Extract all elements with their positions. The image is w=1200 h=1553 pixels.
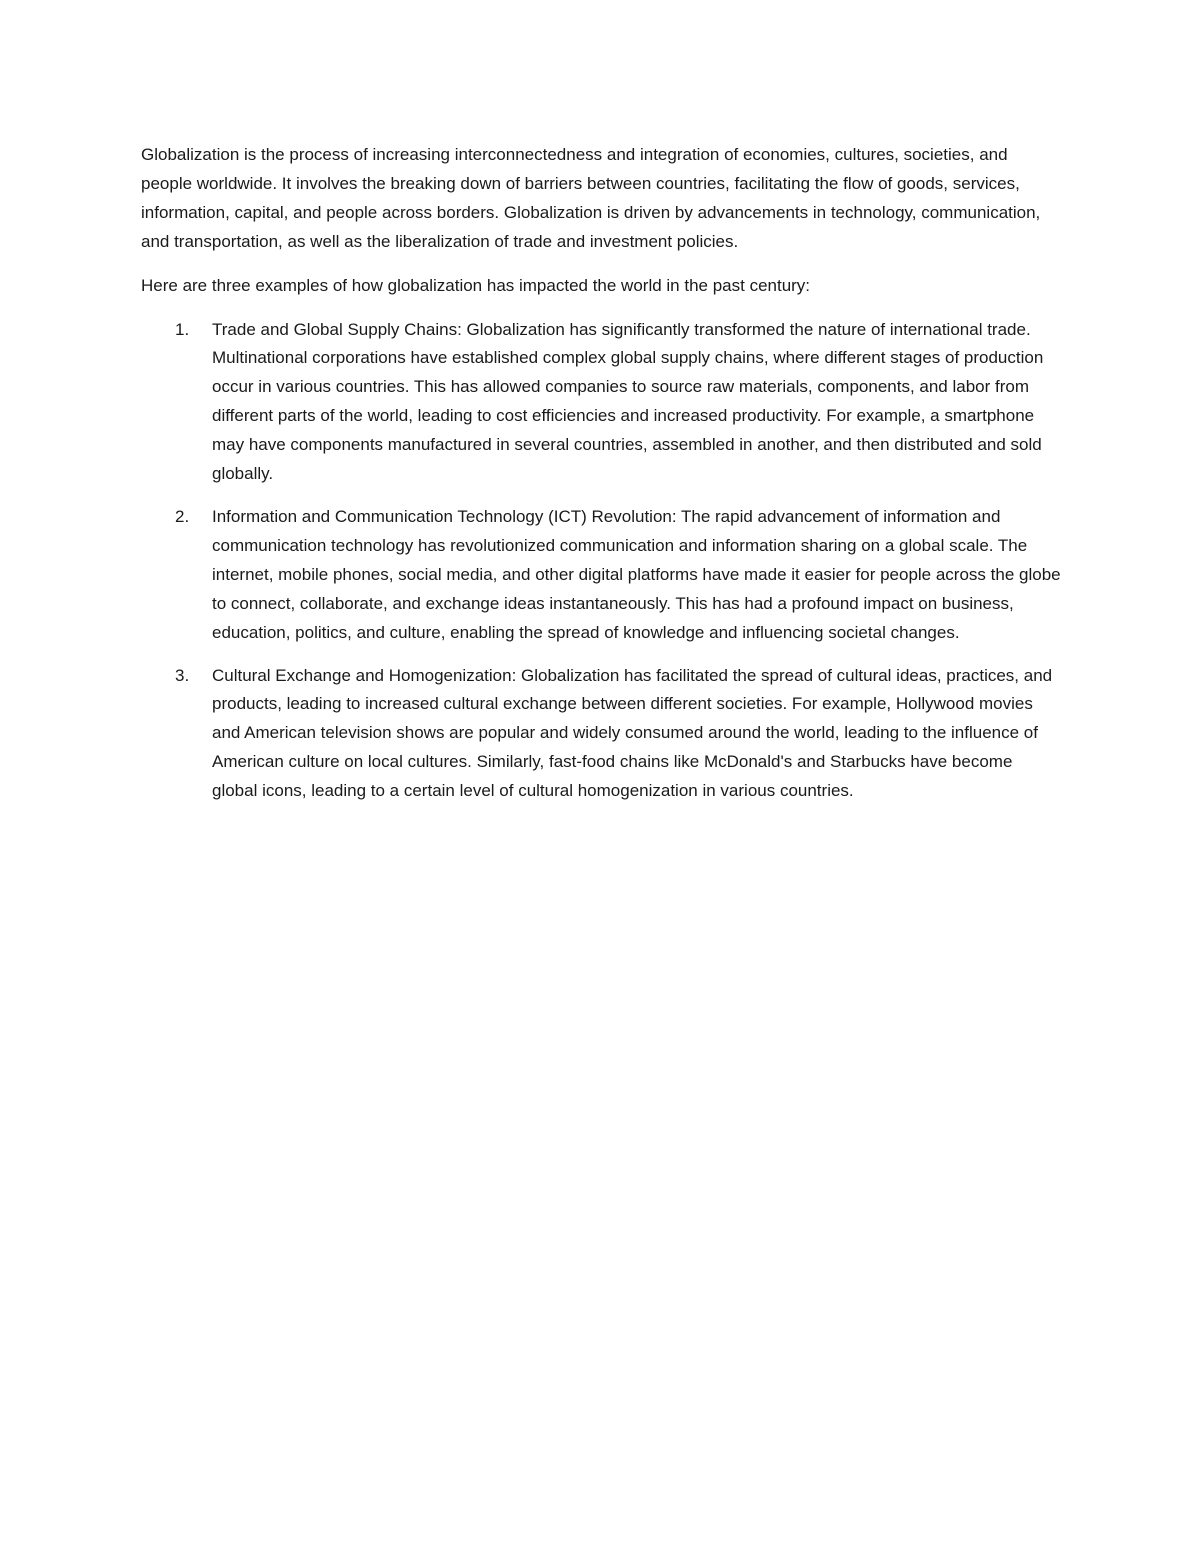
lead-in-paragraph: Here are three examples of how globalization has impacted the world in the past century: bbox=[141, 275, 811, 295]
list-item-number: 1. bbox=[175, 319, 190, 339]
list-item-number: 2. bbox=[175, 506, 190, 526]
list-item-text: Trade and Global Supply Chains: Globalization has significantly transformed the nature of international trade. Multinational corporations have established complex global supply chains, where different stages of production occur in various countries. This has allowed companies to source raw materials, components, and labor from different parts of the world, leading to cost efficiencies and increased productivity. For example, a smartphone may have components manufactured in several countries, assembled in another, and then distributed and sold globally. bbox=[212, 319, 1044, 484]
list-item bbox=[141, 662, 1061, 807]
document-body bbox=[141, 141, 1061, 820]
list-item bbox=[141, 503, 1061, 648]
list-item-text: Information and Communication Technology (ICT) Revolution: The rapid advancement of information and communication technology has revolutionized communication and information sharing on a global scale. The internet, mobile phones, social media, and other digital platforms have made it easier for people across the globe to connect, collaborate, and exchange ideas instantaneously. This has had a profound impact on business, education, politics, and culture, enabling the spread of knowledge and influencing societal changes. bbox=[212, 506, 1061, 642]
list-item bbox=[141, 316, 1061, 489]
examples-list bbox=[141, 316, 1061, 807]
list-item-number: 3. bbox=[175, 665, 190, 685]
list-item-text: Cultural Exchange and Homogenization: Globalization has facilitated the spread of cultural ideas, practices, and products, leading to increased cultural exchange between different societies. For example, Hollywood movies and American television shows are popular and widely consumed around the world, leading to the influence of American culture on local cultures. Similarly, fast-food chains like McDonald's and Starbucks have become global icons, leading to a certain level of cultural homogenization in various countries. bbox=[212, 665, 1053, 801]
intro-paragraph: Globalization is the process of increasing interconnectedness and integration of economies, cultures, societies, and people worldwide. It involves the breaking down of barriers between countries, facilitating the flow of goods, services, information, capital, and people across borders. Globalization is driven by advancements in technology, communication, and transportation, as well as the liberalization of trade and investment policies. bbox=[141, 145, 1041, 251]
